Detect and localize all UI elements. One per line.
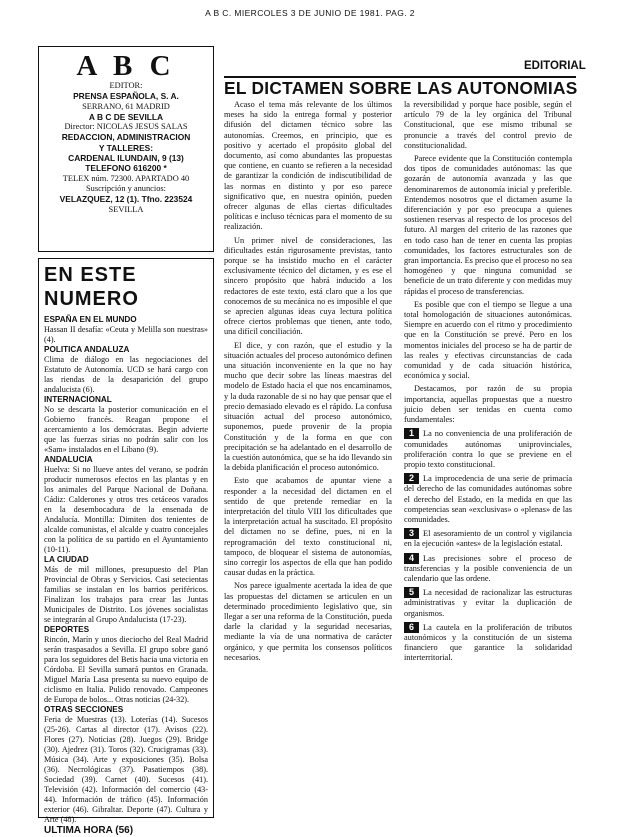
index-item: Más de mil millones, presupuesto del Plan Provincial de Obras y Servicios. Casi setecientas familias se instalan en los barrios periféricos. Finalizan los trabajos para crear las Juntas Municipales de Distrito. Los jóvenes socialistas se integrarán al Grupo Andalucista (17-23). [44, 565, 208, 624]
masthead-lines [43, 81, 209, 215]
masthead-line: EDITOR: [109, 81, 143, 90]
point-number: 1 [404, 428, 419, 439]
article-column-1 [224, 100, 392, 666]
index-title: EN ESTE NUMERO [44, 264, 139, 310]
index-box [38, 258, 214, 836]
masthead-line: SEVILLA [108, 204, 144, 214]
index-section-heading: ULTIMA HORA (56) [44, 825, 134, 836]
index-item: Hassan II desafía: «Ceuta y Melilla son nuestras» (4). [44, 325, 208, 344]
masthead-line: TELEFONO 616200 * [85, 163, 167, 174]
article-paragraph: Destacamos, por razón de su propia importancia, aquellas propuestas que a nuestro juicio deben ser tenidas en cuenta como fundamentales: [404, 384, 572, 425]
masthead-line: CARDENAL ILUNDAIN, 9 (13) [68, 153, 184, 164]
masthead-line: PRENSA ESPAÑOLA, S. A. [73, 91, 179, 102]
point-number: 3 [404, 528, 419, 539]
point-text: El asesoramiento de un control y vigilancia en la ejecución «antes» de la legislación estatal. [404, 529, 572, 549]
masthead-line: Director: NICOLAS JESUS SALAS [64, 122, 188, 132]
abc-logo: A B C [76, 50, 176, 82]
article-paragraph: Es posible que con el tiempo se llegue a una total homologación de situaciones autonómicas. Siempre en acuerdo con el ritmo y procedimiento que en la Constitución se prevé. Pero en los momentos iniciales del proceso se ha de partir de las reales y efectivas circunstancias de cada comunidad y de cada situación histórica, económica y social. [404, 299, 572, 381]
index-item: Feria de Muestras (13). Loterías (14). Sucesos (25-26). Cartas al director (17). Avisos (22). Flores (27). Noticias (28). Juegos (29). Bridge (30). Ajedrez (31). Toros (32). Crucigramas (33). Música (34). Arte y exposiciones (35). Bolsa (36). Necrológicas (37). Pasatiempos (38). Sociedad (39). Carnet (40). Sucesos (41). Televisión (42). Información del comercio (43-44). Información de tráfico (45). Información exterior (46). Gibraltar. Deporte (47). Cultura y Arte (48). [44, 715, 208, 824]
index-list [44, 315, 208, 837]
numbered-point [404, 622, 572, 664]
numbered-point [404, 587, 572, 619]
article-paragraph: Esto que acabamos de apuntar viene a responder a la necesidad del dictamen en el sentido de que pretende remediar en la interpretación del título VIII los dificultades que la interpretación actual ha suscitado. El propósito del dictamen no se define, pues, ni en la reprogramación del texto constitucional ni, tampoco, de bloquear el sistema de autonomías, sino corregir los aspectos de ella que han podido causar dudas en la práctica. [224, 476, 392, 578]
index-section-heading: POLITICA ANDALUZA [44, 345, 130, 354]
article-paragraph: El dice, y con razón, que el estudio y la situación actuales del proceso autonómico definen una situación inconveniente en la que no hay mucho que decir sobre las líneas maestras del modelo de Estado hacia el que nos encaminamos, y la duda razonable de si no hay que pensar que el precio demasiado elevado es el rápido. La confusa situación actual del proceso autonómico, suponemos, puede provenir de la propia Constitución y de la forma en que con precipitación se ha adelantado en el desarrollo de la cuestión autonómica, que se ha ido llevando sin la debida planificación el proceso autonómico. [224, 340, 392, 473]
index-section-heading: DEPORTES [44, 625, 90, 634]
masthead-line: TELEX núm. 72300. APARTADO 40 [62, 173, 190, 183]
masthead-line: REDACCION, ADMINISTRACION [61, 132, 191, 143]
left-column [38, 46, 214, 836]
numbered-point [404, 553, 572, 585]
point-number: 6 [404, 622, 419, 633]
index-item: Clima de diálogo en las negociaciones del Estatuto de Autonomía. UCD se hará cargo con las riendas de la desaparición del grupo andalucista (6). [44, 355, 208, 394]
index-item: No se descarta la posterior comunicación en el Gobierno francés. Reagan propone el acercamiento a los demócratas. Begin advierte que las fuerzas sirias no podrán salir con los «Sam» instalados en el Líbano (9). [44, 405, 208, 454]
masthead-line: Y TALLERES: [98, 142, 154, 153]
masthead-line: A B C DE SEVILLA [88, 111, 164, 122]
article-column-2 [404, 100, 572, 667]
numbered-point [404, 473, 572, 525]
point-number: 4 [404, 553, 419, 564]
index-section-heading: LA CIUDAD [44, 555, 89, 564]
page-header: A B C. MIERCOLES 3 DE JUNIO DE 1981. PAG. 2 [205, 8, 415, 18]
article-paragraph: Acaso el tema más relevante de los últimos meses ha sido la entrega formal y posterior difusión del dictamen técnico sobre las autonomías. Creemos, en principio, que es positivo y acertado el propósito global del documento, así como abundantes las propuestas que contiene, en cuanto se refieren a la necesidad de garantizar la condición de indiscutibilidad de las normas en distinto y por eso parece significativo que, en nuestra opinión, pueden ofrecer algunas de ellas ciertas dificultades políticas e incluso técnicas para el momento de su realización. [224, 100, 392, 232]
numbered-point [404, 428, 572, 470]
index-item: Huelva: Si no llueve antes del verano, se podrán producir numerosos efectos en las plantas y en los animales del Parque Nacional de Doñana. Cádiz: Calderones y otros tres cetáceos varados en la desembocadura de la ensenada de Andalucía. Montilla: Dimiten dos tenientes de alcalde comunistas, el alcalde y cuatro concejales con la política de su partido en el Ayuntamiento (10-11). [44, 465, 208, 554]
headline: EL DICTAMEN SOBRE LAS AUTONOMIAS [224, 78, 578, 98]
point-text: La improcedencia de una serie de primacía del derecho de las comunidades autónomas sobre el derecho del Estado, en la medida en que las competencias sean «exclusivas» o «plenas» de las comunidades. [404, 474, 572, 524]
numbered-point [404, 528, 572, 549]
masthead-line: Suscripción y anuncios: [85, 183, 167, 193]
point-number: 2 [404, 473, 419, 484]
section-label: EDITORIAL [524, 60, 586, 72]
index-item: Rincón, Marín y unos dieciocho del Real Madrid serán traspasados a Sevilla. El grupo sobre ganó para los seguidores del Betis hacia una victoria en Córdoba. El Sevilla sumará puntos en Granada. Miguel María Lasa presenta su nuevo equipo de ciclismo en Italia. Pulido renovado. Campeones de Europa de bolos... Otras noticias (24-32). [44, 635, 208, 704]
point-text: La necesidad de racionalizar las estructuras administrativas y evitar la duplicación de organismos. [404, 588, 572, 618]
index-section-heading: ESPAÑA EN EL MUNDO [44, 315, 137, 324]
masthead-line: VELAZQUEZ, 12 (1). Tfno. 223524 [59, 194, 193, 205]
masthead-line: SERRANO, 61 MADRID [82, 101, 170, 111]
point-number: 5 [404, 587, 419, 598]
article-paragraph: Parece evidente que la Constitución contempla dos tipos de comunidades autónomas: las que gozarán de autonomía avanzada y las que denominaremos de autonomía inicial y preferible. Entendemos nosotros que el dictamen asume la diferenciación y por eso preocupa a quienes sostienen reservas al respecto de los procesos del futuro. Al margen del criterio de las razones que en todo caso han de tener en cuenta las propias comunidades, los factores estructurales son de gran importancia. Es preciso que el proceso no sea homogéneo y que ninguna comunidad se beneficie de un trato diferente y con medidas muy rápidas el proceso de transferencias. [404, 154, 572, 296]
index-section-heading: ANDALUCIA [44, 455, 93, 464]
masthead-box [38, 46, 214, 252]
point-text: La no conveniencia de una proliferación de comunidades autónomas uniprovinciales, proliferación contra lo que se previene en el propio texto constitucional. [404, 429, 572, 469]
point-text: Las precisiones sobre el proceso de transferencias y la posible conveniencia de un calendario que las ordene. [404, 553, 572, 583]
index-section-heading: INTERNACIONAL [44, 395, 112, 404]
point-text: La cautela en la proliferación de tributos autonómicos y la constitución de un sistema financiero que garantice la solidaridad interterritorial. [404, 622, 572, 663]
article-paragraph: la reversibilidad y porque hace posible, según el artículo 79 de la ley orgánica del Tribunal Constitucional, que ese mismo tribunal se pronuncie a través del control previo de constitucionalidad. [404, 100, 572, 150]
index-section-heading: OTRAS SECCIONES [44, 705, 124, 714]
article-paragraph: Nos parece igualmente acertada la idea de que las propuestas del dictamen se articulen en un determinado procedimiento legislativo que, sin llegar a ser una reforma de la Constitución, pueda darle la claridad y la seguridad necesarias, mediante la vía de una normativa de carácter orgánico, y que permita los consensos políticos necesarios. [224, 581, 392, 662]
article-paragraph: Un primer nivel de consideraciones, las dificultades están rigurosamente previstas, tanto porque se ha insistido mucho en el carácter exclusivamente técnico del dictamen, y es ese el sincero propósito que habrá inducido a los redactores de este texto, está claro que a los que conocemos de su mecánica no es imposible el que se aprecien algunas ideas cuya lectura política ofrece ciertos problemas que tienen, ante todo, una difícil conciliación. [224, 235, 392, 337]
